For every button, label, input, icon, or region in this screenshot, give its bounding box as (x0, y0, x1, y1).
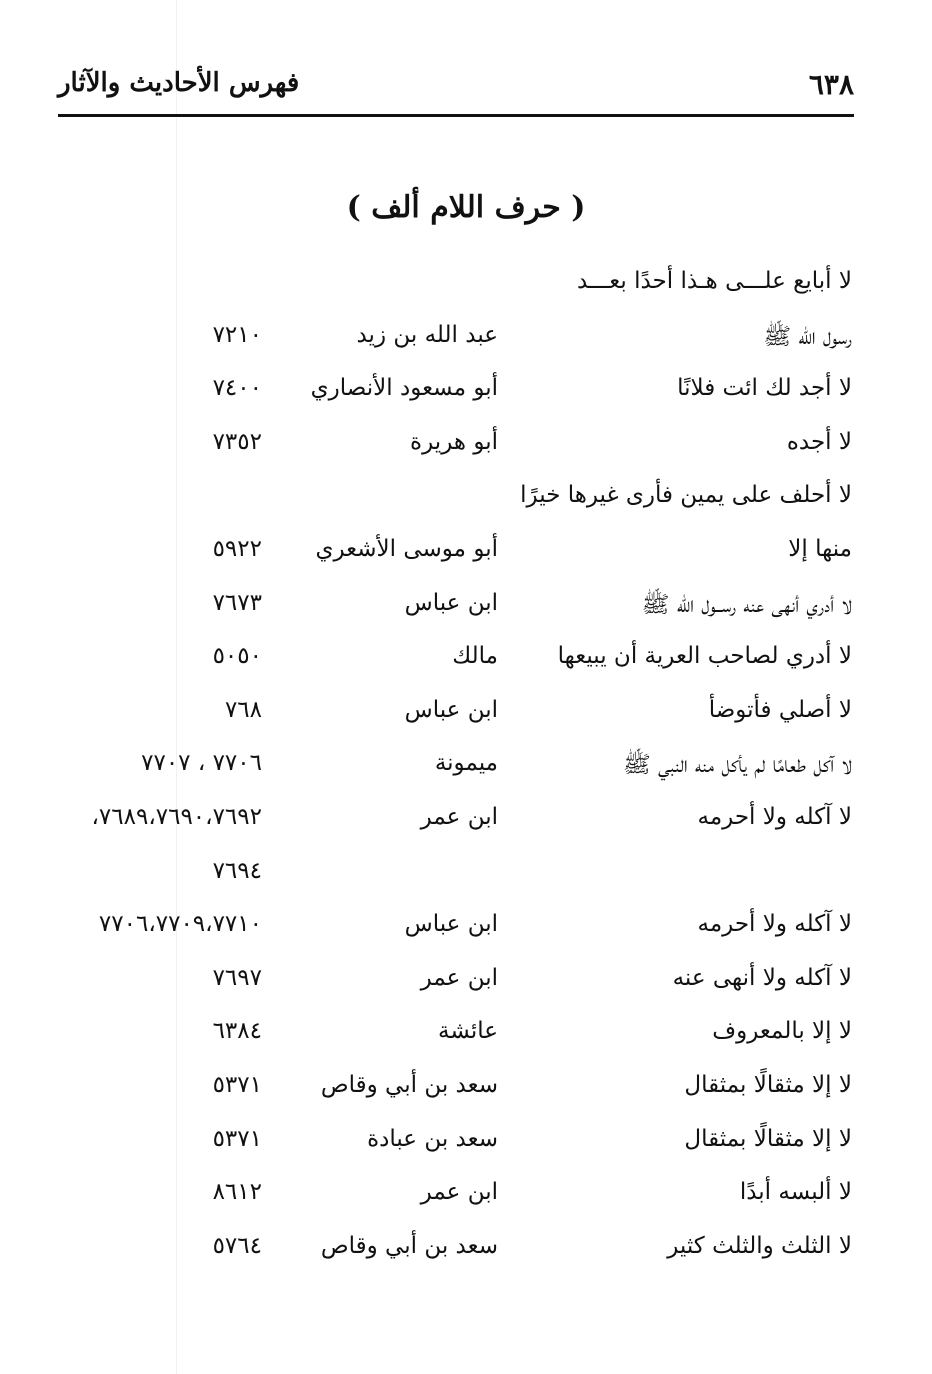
index-row (40, 580, 852, 634)
narrator: ابن عباس (404, 589, 498, 616)
narrator: سعد بن أبي وقاص (320, 1232, 498, 1259)
index-row (40, 633, 852, 687)
page-number: ٦٣٨ (808, 68, 854, 101)
hadith-text: لا آكله ولا أحرمه (697, 911, 852, 938)
hadith-text: رسول الله ﷺ (763, 323, 852, 350)
index-row (40, 312, 852, 366)
index-row (40, 1062, 852, 1116)
hadith-text: لا إلا مثقالًا بمثقال (684, 1125, 852, 1152)
hadith-numbers: ٦٣٨٤ (212, 1018, 262, 1045)
hadith-numbers: ٧٦٩٧ (212, 964, 262, 991)
hadith-text: لا أجد لك ائت فلانًا (677, 375, 852, 402)
hadith-text: لا أصلي فأتوضأ (708, 696, 852, 723)
hadith-text: منها إلا (788, 535, 852, 562)
narrator: ابن عباس (404, 911, 498, 938)
hadith-text: لا أجده (786, 428, 852, 455)
hadith-numbers: ٧٢١٠ (212, 321, 262, 348)
running-title: فهرس الأحاديث والآثار (58, 68, 300, 98)
hadith-numbers: ٥٩٢٢ (212, 535, 262, 562)
narrator: ميمونة (434, 750, 498, 777)
hadith-numbers: ٧٧٠٦،٧٧٠٩،٧٧١٠ (98, 911, 262, 938)
index-row (40, 472, 852, 526)
hadith-numbers: ٥٧٦٤ (212, 1232, 262, 1259)
hadith-text: لا ألبسه أبدًا (739, 1179, 852, 1206)
index-row (40, 1008, 852, 1062)
hadith-text: لا أدري لصاحب العرية أن يبيعها (557, 643, 852, 670)
hadith-numbers: ٧٣٥٢ (212, 428, 262, 455)
hadith-numbers: ٥٠٥٠ (212, 643, 262, 670)
hadith-numbers: ٧٧٠٦ ، ٧٧٠٧ (141, 750, 262, 777)
hadith-text: لا آكله ولا أنهى عنه (672, 964, 852, 991)
index-row (40, 848, 852, 902)
hadith-text: لا آكل طعامًا لم يأكل منه النبي ﷺ (622, 752, 852, 779)
index-row (40, 740, 852, 794)
narrator: أبو مسعود الأنصاري (310, 375, 498, 402)
hadith-text: لا الثلث والثلث كثير (667, 1232, 852, 1259)
section-title: ( حرف اللام ألف ) (346, 190, 586, 225)
index-row (40, 419, 852, 473)
hadith-text: لا إلا مثقالًا بمثقال (684, 1071, 852, 1098)
hadith-numbers: ٥٣٧١ (212, 1125, 262, 1152)
index-row (40, 258, 852, 312)
index-row (40, 526, 852, 580)
narrator: مالك (452, 643, 498, 670)
hadith-numbers: ٧٦٩٤ (212, 857, 262, 884)
index-row (40, 955, 852, 1009)
index-row (40, 1169, 852, 1223)
hadith-numbers: ٨٦١٢ (212, 1179, 262, 1206)
header-rule (58, 114, 854, 117)
index-row (40, 901, 852, 955)
index-row (40, 1116, 852, 1170)
narrator: أبو هريرة (410, 428, 498, 455)
narrator: سعد بن عبادة (367, 1125, 498, 1152)
narrator: عبد الله بن زيد (356, 321, 498, 348)
hadith-text: لا إلا بالمعروف (712, 1018, 852, 1045)
hadith-numbers: ٧٦٨ (224, 696, 262, 723)
narrator: ابن عمر (420, 803, 498, 830)
narrator: أبو موسى الأشعري (315, 535, 498, 562)
index-row (40, 687, 852, 741)
hadith-numbers: ٥٣٧١ (212, 1071, 262, 1098)
hadith-numbers: ٧٦٨٩،٧٦٩٠،٧٦٩٢، (91, 803, 262, 830)
hadith-text: لا أبايع علـــى هـذا أحدًا بعـــد (576, 268, 852, 294)
narrator: ابن عمر (420, 1179, 498, 1206)
index-entries (40, 258, 852, 1276)
narrator: ابن عباس (404, 696, 498, 723)
index-row (40, 1223, 852, 1277)
page-header (58, 62, 854, 106)
hadith-text: لا آكله ولا أحرمه (697, 803, 852, 830)
index-row (40, 365, 852, 419)
hadith-numbers: ٧٤٠٠ (212, 375, 262, 402)
narrator: سعد بن أبي وقاص (320, 1071, 498, 1098)
hadith-text: لا أحلف على يمين فأرى غيرها خيرًا (520, 482, 852, 509)
hadith-text: لا أدري أنهى عنه رســول الله ﷺ (641, 591, 852, 618)
narrator: ابن عمر (420, 964, 498, 991)
hadith-numbers: ٧٦٧٣ (212, 589, 262, 616)
index-row (40, 794, 852, 848)
narrator: عائشة (438, 1018, 498, 1045)
